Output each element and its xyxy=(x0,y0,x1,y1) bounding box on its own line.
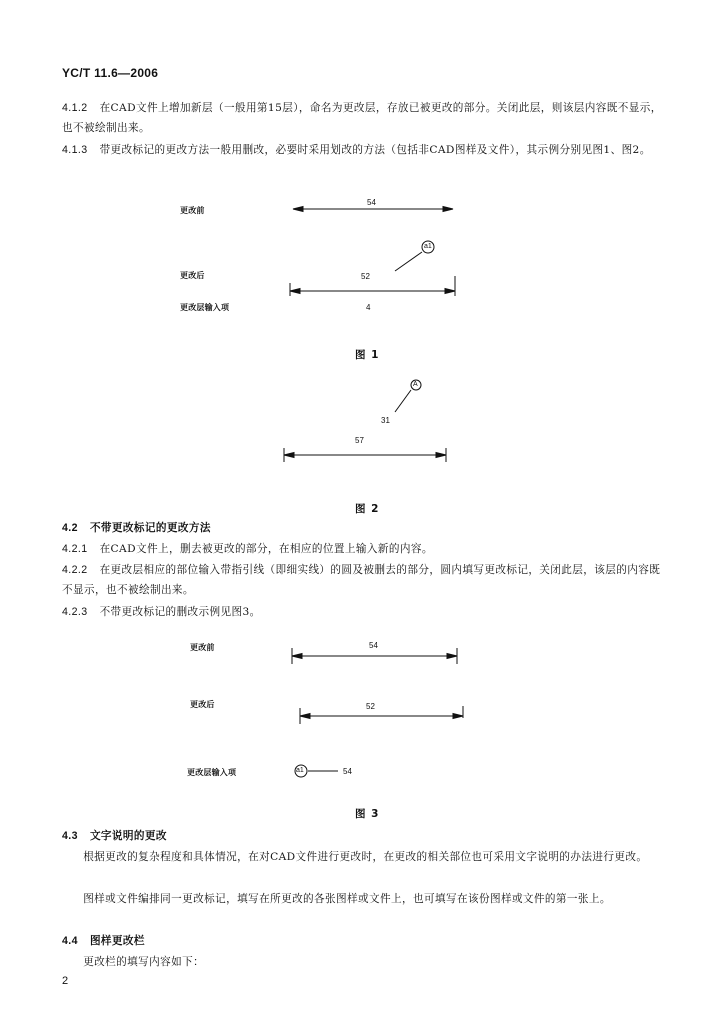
fig3-dim-after: 52 xyxy=(366,702,375,711)
clause-number: 4.2.2 xyxy=(62,564,88,576)
section-title: 文字说明的更改 xyxy=(89,830,167,842)
clause-text: 不带更改标记的删改示例见图3。 xyxy=(99,606,261,618)
fig2-dim: 57 xyxy=(355,436,364,445)
section-title: 图样更改栏 xyxy=(89,935,145,947)
fig3-layer-value: 54 xyxy=(343,767,352,776)
fig3-layer-label: 更改层输入项 xyxy=(187,768,237,777)
section-4-3-heading xyxy=(62,826,666,846)
fig1-after-label: 更改后 xyxy=(180,271,205,280)
clause-number: 4.1.3 xyxy=(62,144,88,156)
fig1-dim-before: 54 xyxy=(367,198,376,207)
clause-number: 4.2.1 xyxy=(62,543,88,555)
section-4-4-paragraph-1: 更改栏的填写内容如下： xyxy=(83,956,205,968)
fig2-old-value: 31 xyxy=(381,416,390,425)
fig1-before-label: 更改前 xyxy=(180,206,205,215)
clause-text: 在更改层相应的部位输入带指引线（即细实线）的圆及被删去的部分，圆内填写更改标记，关闭此层，该层的内容既不显示，也不被绘制出来。 xyxy=(62,564,661,596)
fig1-layer-label: 更改层输入项 xyxy=(180,303,230,312)
fig3-after-label: 更改后 xyxy=(190,700,215,709)
clause-text: 在CAD文件上增加新层（一般用第15层），命名为更改层，存放已被更改的部分。关闭此层，则该层内容既不显示，也不被绘制出来。 xyxy=(62,102,662,134)
fig3-mark: a1 xyxy=(296,767,304,774)
fig3-before-label: 更改前 xyxy=(190,643,215,652)
clause-number: 4.1.2 xyxy=(62,102,88,114)
fig1-layer-value: 4 xyxy=(366,303,371,312)
fig2-mark: A xyxy=(413,381,418,388)
fig1-mark: a1 xyxy=(424,243,432,250)
page-header: YC/T 11.6—2006 xyxy=(62,66,159,80)
clause-text: 在CAD文件上，删去被更改的部分，在相应的位置上输入新的内容。 xyxy=(99,543,433,555)
fig1-caption: 图 1 xyxy=(355,349,380,361)
fig2-caption: 图 2 xyxy=(355,503,380,515)
section-number: 4.4 xyxy=(62,935,78,947)
fig1-dim-after: 52 xyxy=(361,272,370,281)
section-4-3-paragraph-1: 根据更改的复杂程度和具体情况，在对CAD文件进行更改时，在更改的相关部位也可采用文字说明的办法进行更改。 xyxy=(83,851,648,863)
clause-number: 4.2.3 xyxy=(62,606,88,618)
clause-text: 带更改标记的更改方法一般用删改，必要时采用划改的方法（包括非CAD图样及文件），其示例分别见图1、图2。 xyxy=(99,144,651,156)
page-number: 2 xyxy=(62,975,69,987)
section-4-3-paragraph-2: 图样或文件编排同一更改标记，填写在所更改的各张图样或文件上，也可填写在该份图样或文件的第一张上。 xyxy=(83,893,611,905)
section-number: 4.2 xyxy=(62,522,78,534)
fig3-dim-before: 54 xyxy=(369,641,378,650)
section-number: 4.3 xyxy=(62,830,78,842)
fig3-caption: 图 3 xyxy=(355,808,380,820)
section-4-4-heading xyxy=(62,931,666,951)
section-title: 不带更改标记的更改方法 xyxy=(89,522,211,534)
